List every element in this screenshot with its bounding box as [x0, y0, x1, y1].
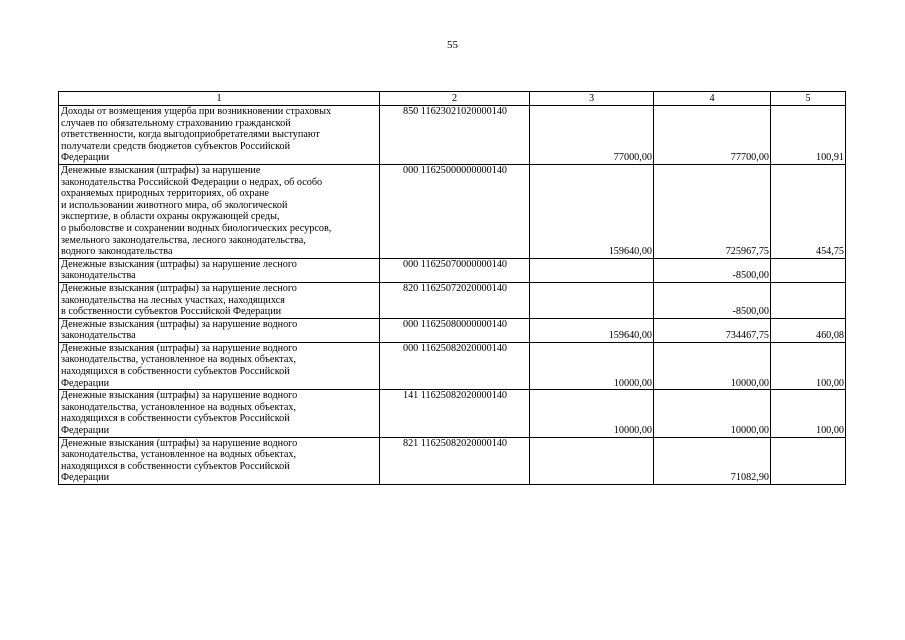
row-plan: 10000,00	[530, 342, 654, 389]
table-row	[59, 342, 846, 389]
table-row	[59, 282, 846, 318]
row-actual: 725967,75	[654, 164, 771, 258]
row-name: Денежные взыскания (штрафы) за нарушение водного законодательства	[59, 318, 380, 342]
row-code: 141 11625082020000140	[380, 390, 530, 437]
row-plan: 77000,00	[530, 106, 654, 165]
table-row	[59, 437, 846, 484]
row-code: 000 11625080000000140	[380, 318, 530, 342]
row-percent: 100,91	[771, 106, 846, 165]
table-row	[59, 318, 846, 342]
row-code: 000 11625082020000140	[380, 342, 530, 389]
row-percent: 454,75	[771, 164, 846, 258]
row-name: Денежные взыскания (штрафы) за нарушение законодательства Российской Федерации о недрах, об особо охраняемых природных территориях, об охране и использовании животного мира, об экологической экспертизе, в области охраны окружающей среды, о рыболовстве и сохранении водных биологических ресурсов, земельного законодательства, лесного законодательства, водного законодательства	[59, 164, 380, 258]
row-code: 000 11625000000000140	[380, 164, 530, 258]
row-name: Доходы от возмещения ущерба при возникновении страховых случаев по обязательному страхованию гражданской ответственности, когда выгодоприобретателями выступают получатели средств бюджетов субъектов Российской Федерации	[59, 106, 380, 165]
row-name: Денежные взыскания (штрафы) за нарушение водного законодательства, установленное на водных объектах, находящихся в собственности субъектов Российской Федерации	[59, 342, 380, 389]
row-plan	[530, 258, 654, 282]
row-code: 850 11623021020000140	[380, 106, 530, 165]
row-name: Денежные взыскания (штрафы) за нарушение лесного законодательства на лесных участках, находящихся в собственности субъектов Российской Федерации	[59, 282, 380, 318]
row-actual: 734467,75	[654, 318, 771, 342]
column-header-1: 1	[59, 92, 380, 106]
row-percent: 100,00	[771, 342, 846, 389]
row-actual: -8500,00	[654, 258, 771, 282]
row-actual: 10000,00	[654, 390, 771, 437]
row-plan	[530, 437, 654, 484]
page-number: 55	[447, 39, 458, 51]
row-percent: 460,08	[771, 318, 846, 342]
row-name: Денежные взыскания (штрафы) за нарушение лесного законодательства	[59, 258, 380, 282]
row-code: 000 11625070000000140	[380, 258, 530, 282]
column-header-5: 5	[771, 92, 846, 106]
table-row	[59, 390, 846, 437]
row-percent: 100,00	[771, 390, 846, 437]
table-row	[59, 164, 846, 258]
row-code: 821 11625082020000140	[380, 437, 530, 484]
row-actual: 10000,00	[654, 342, 771, 389]
row-plan: 159640,00	[530, 164, 654, 258]
row-actual: 77700,00	[654, 106, 771, 165]
row-plan	[530, 282, 654, 318]
row-percent	[771, 282, 846, 318]
row-actual: 71082,90	[654, 437, 771, 484]
row-name: Денежные взыскания (штрафы) за нарушение водного законодательства, установленное на водных объектах, находящихся в собственности субъектов Российской Федерации	[59, 437, 380, 484]
row-percent	[771, 437, 846, 484]
table-row	[59, 106, 846, 165]
row-percent	[771, 258, 846, 282]
row-code: 820 11625072020000140	[380, 282, 530, 318]
row-plan: 10000,00	[530, 390, 654, 437]
row-actual: -8500,00	[654, 282, 771, 318]
column-header-3: 3	[530, 92, 654, 106]
row-name: Денежные взыскания (штрафы) за нарушение водного законодательства, установленное на водных объектах, находящихся в собственности субъектов Российской Федерации	[59, 390, 380, 437]
column-header-2: 2	[380, 92, 530, 106]
row-plan: 159640,00	[530, 318, 654, 342]
column-header-4: 4	[654, 92, 771, 106]
table-row	[59, 258, 846, 282]
table-header-row	[59, 92, 846, 106]
revenue-table	[58, 91, 846, 485]
